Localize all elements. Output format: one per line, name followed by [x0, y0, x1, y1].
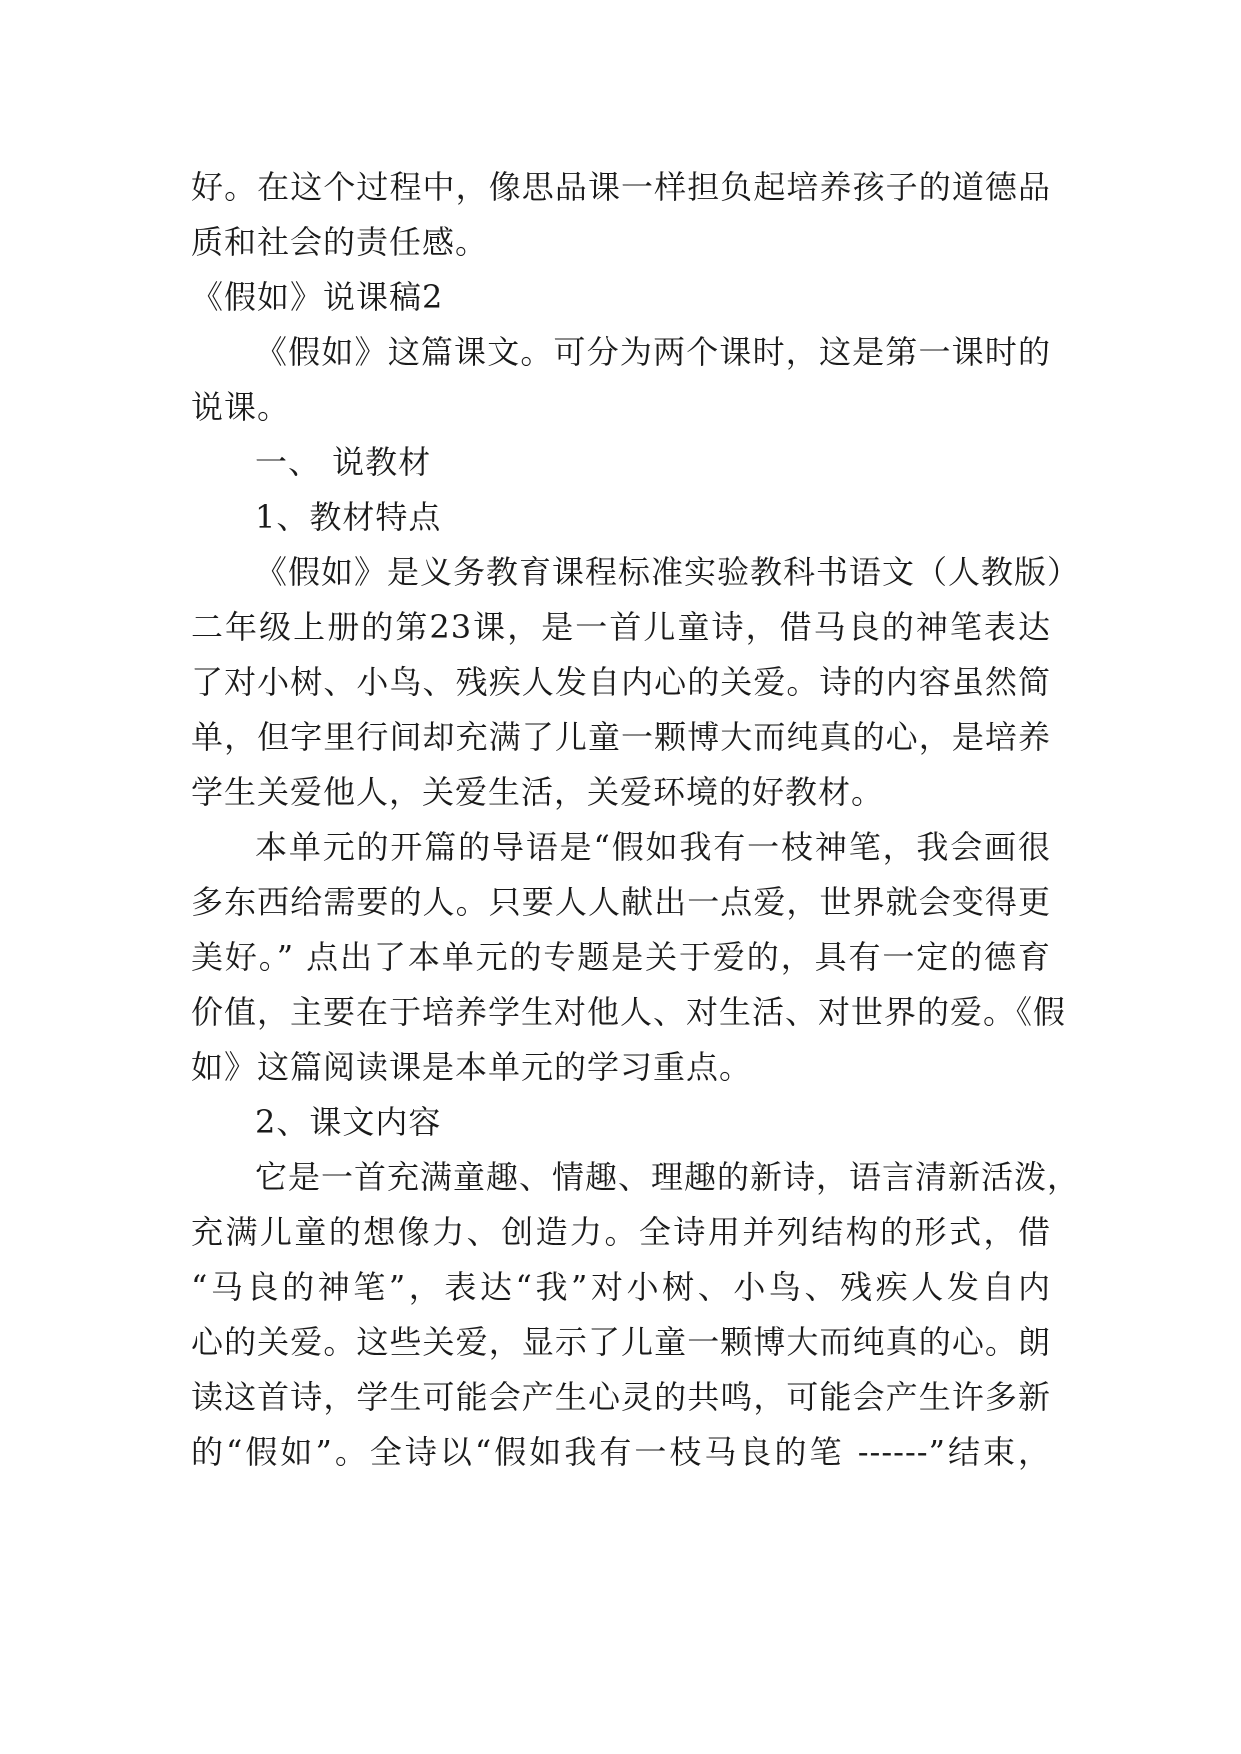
text-line: 的“假如”。全诗以“假如我有一枝马良的笔 ------”结束，	[191, 1433, 1051, 1471]
text-line: 心的关爱。这些关爱，显示了儿童一颗博大而纯真的心。朗	[191, 1323, 1051, 1361]
section-title: 《假如》说课稿2	[191, 278, 444, 316]
text-line: 美好。” 点出了本单元的专题是关于爱的，具有一定的德育	[191, 938, 1051, 976]
document-page	[191, 160, 1081, 1480]
text-line: 质和社会的责任感。	[191, 223, 489, 261]
text-line: 了对小树、小鸟、残疾人发自内心的关爱。诗的内容虽然简	[191, 663, 1051, 701]
heading-line: 2、课文内容	[255, 1103, 442, 1141]
text-line: 多东西给需要的人。只要人人献出一点爱，世界就会变得更	[191, 883, 1051, 921]
text-line: 如》这篇阅读课是本单元的学习重点。	[191, 1048, 753, 1086]
text-line: 二年级上册的第23课，是一首儿童诗，借马良的神笔表达	[191, 608, 1051, 646]
text-line: 它是一首充满童趣、情趣、理趣的新诗，语言清新活泼，	[255, 1158, 1081, 1196]
text-line: “马良的神笔”，表达“我”对小树、小鸟、残疾人发自内	[191, 1268, 1051, 1306]
text-line: 《假如》这篇课文。可分为两个课时，这是第一课时的	[255, 333, 1051, 371]
heading-line: 一、 说教材	[255, 443, 432, 481]
text-line: 本单元的开篇的导语是“假如我有一枝神笔，我会画很	[255, 828, 1051, 866]
text-line: 说课。	[191, 388, 291, 426]
text-line: 好。在这个过程中，像思品课一样担负起培养孩子的道德品	[191, 168, 1051, 206]
text-line: 充满儿童的想像力、创造力。全诗用并列结构的形式，借	[191, 1213, 1051, 1251]
heading-line: 1、教材特点	[255, 498, 442, 536]
text-line: 学生关爱他人，关爱生活，关爱环境的好教材。	[191, 773, 885, 811]
text-line: 《假如》是义务教育课程标准实验教科书语文（人教版）	[255, 553, 1081, 591]
text-line: 单，但字里行间却充满了儿童一颗博大而纯真的心，是培养	[191, 718, 1051, 756]
text-line: 读这首诗，学生可能会产生心灵的共鸣，可能会产生许多新	[191, 1378, 1051, 1416]
text-line: 价值，主要在于培养学生对他人、对生活、对世界的爱。《假	[191, 993, 1067, 1031]
